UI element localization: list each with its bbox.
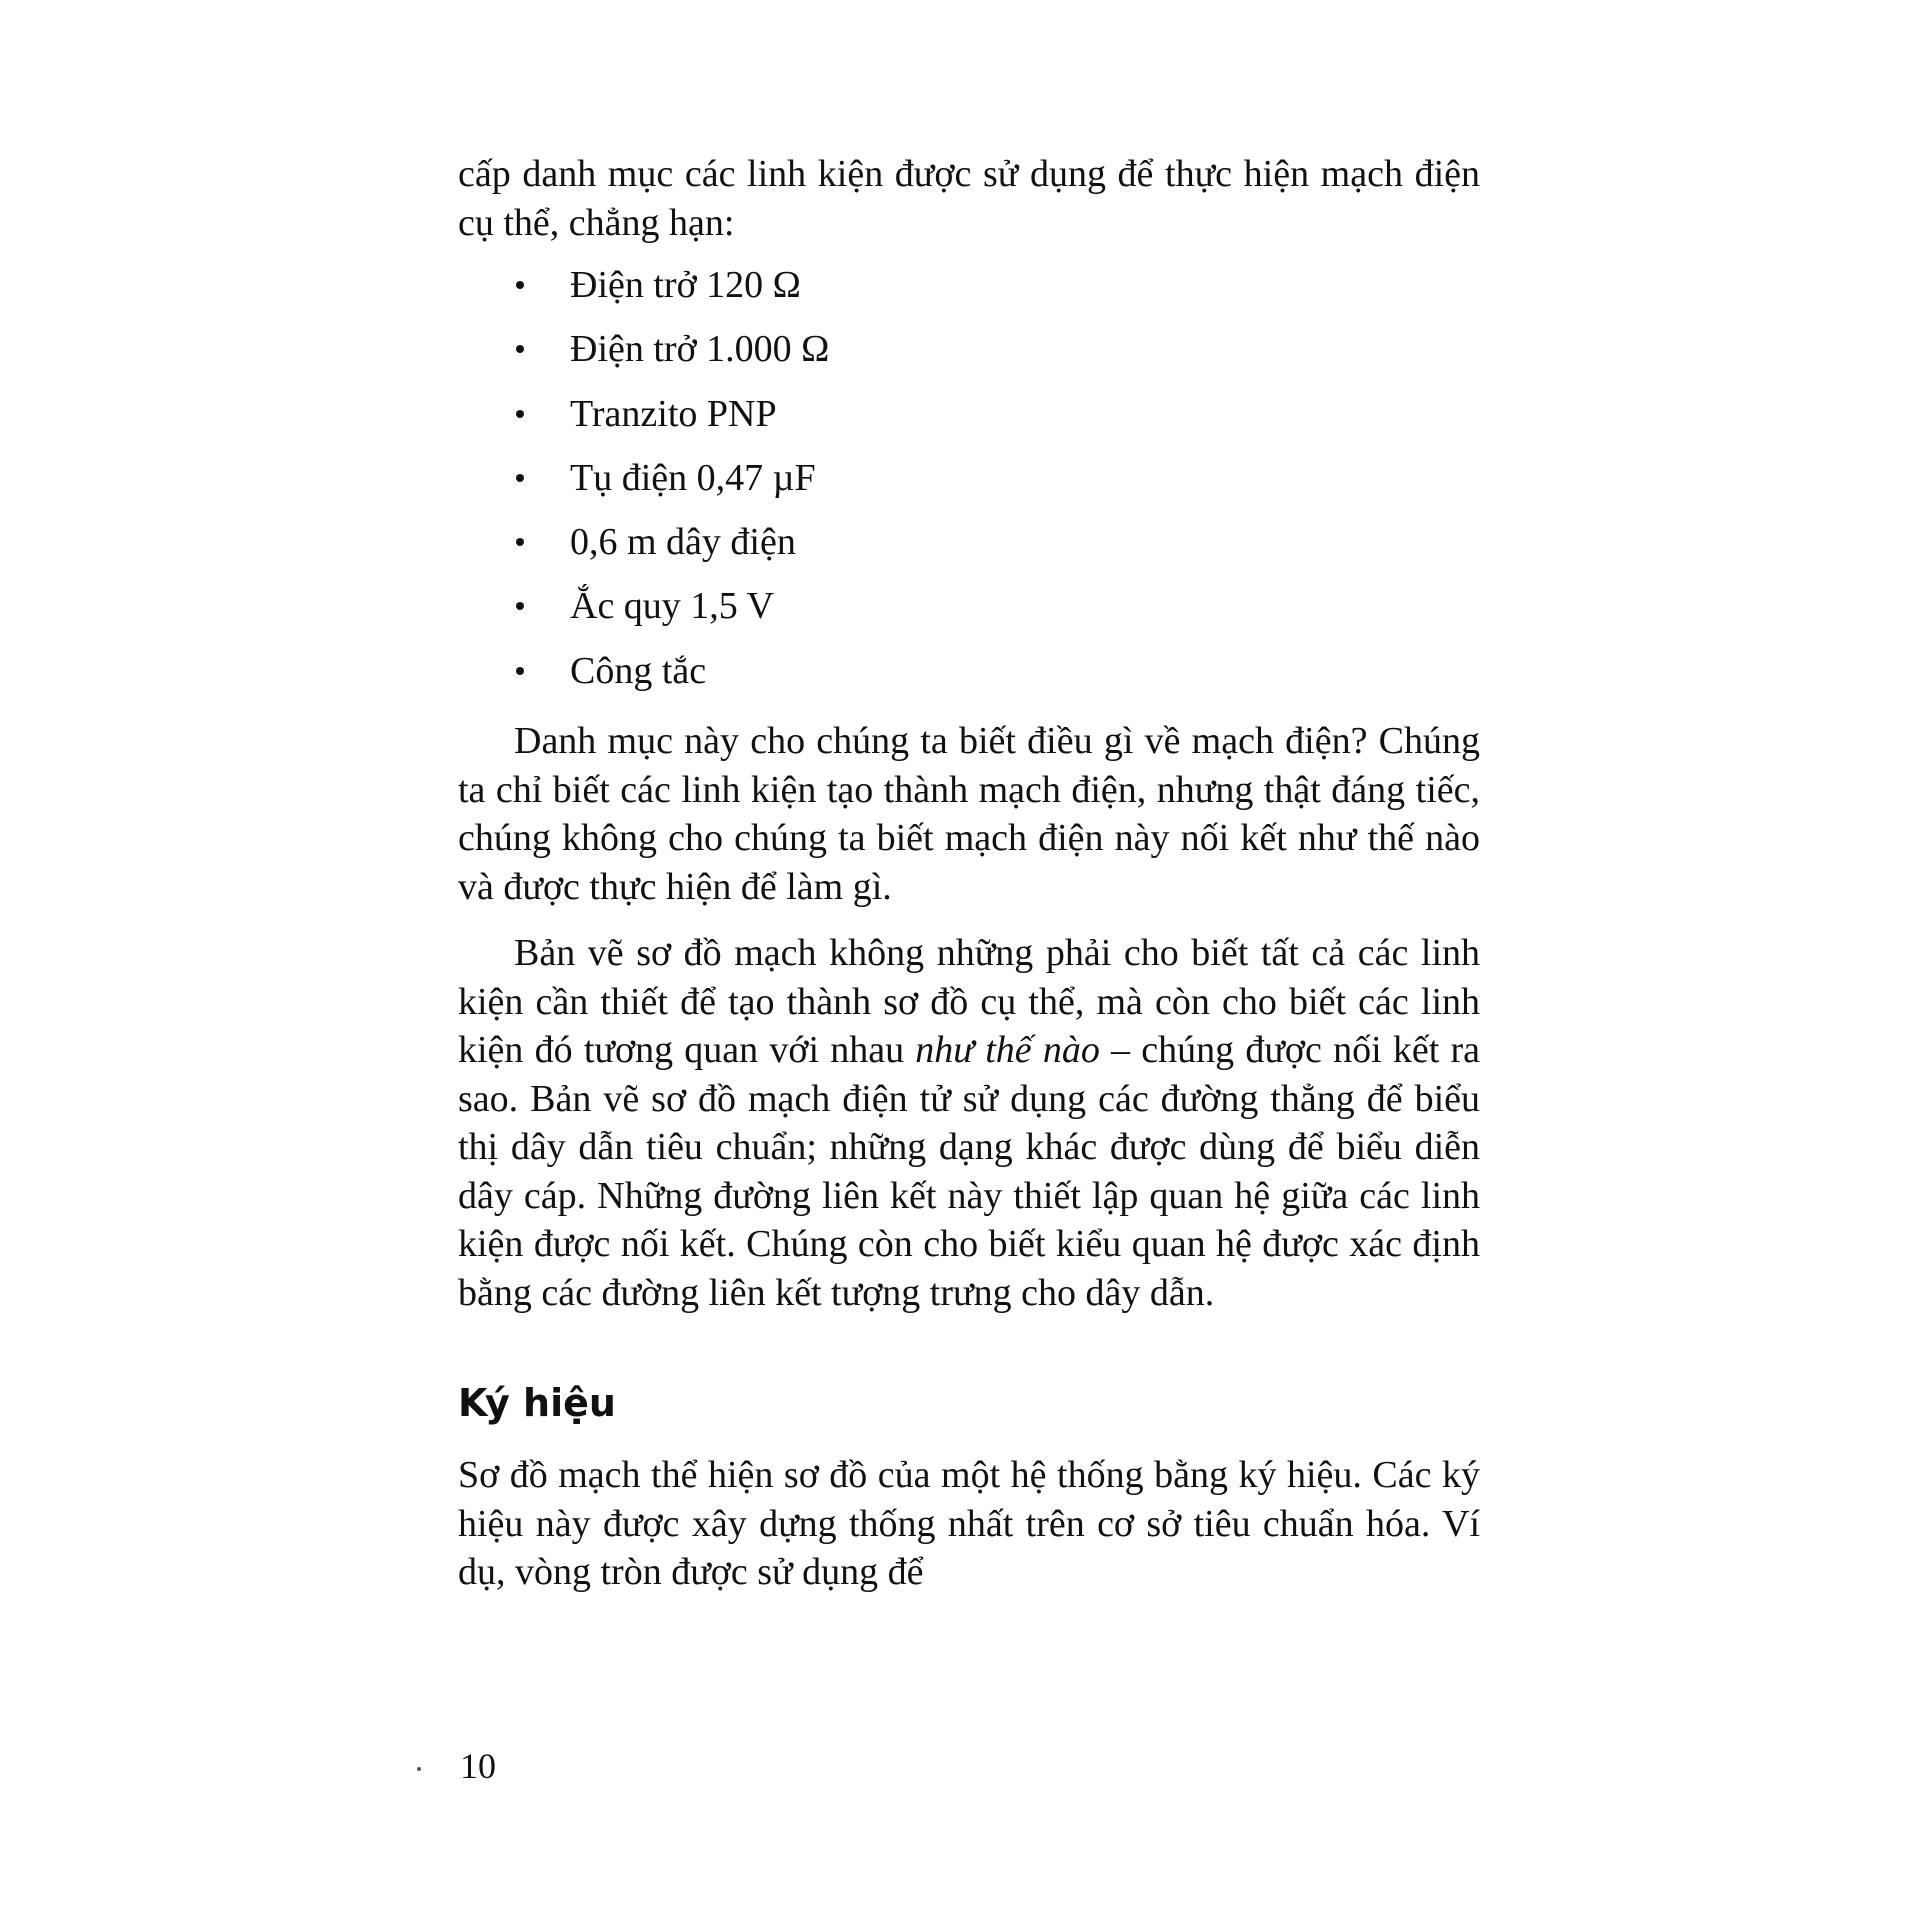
intro-paragraph: cấp danh mục các linh kiện được sử dụng để thực hiện mạch điện cụ thể, chẳng hạn:: [458, 153, 1480, 244]
list-item: [458, 325, 1480, 389]
page-content: [458, 150, 1480, 1597]
list-item: [458, 261, 1480, 325]
component-list: [458, 261, 1480, 711]
list-item: [458, 390, 1480, 454]
bullet-icon: [516, 410, 524, 418]
body-paragraph-list-meaning: Danh mục này cho chúng ta biết điều gì về mạch điện? Chúng ta chỉ biết các linh kiện tạo thành mạch điện, nhưng thật đáng tiếc, chúng không cho chúng ta biết mạch điện này nối kết như thế nào và được thực hiện để làm gì.: [458, 720, 1480, 908]
list-item-text: Điện trở 1.000 Ω: [570, 328, 830, 371]
page-number: 10: [460, 1746, 496, 1786]
scan-speck: [417, 1767, 421, 1771]
italic-emphasis: như thế nào: [915, 1029, 1100, 1072]
bullet-icon: [516, 345, 524, 353]
text-span: – chúng được nối kết ra sao. Bản vẽ sơ đồ mạch điện tử sử dụng các đường thẳng để biểu thị dây dẫn tiêu chuẩn; những dạng khác được dùng để biểu diễn dây cáp. Những đường liên kết này thiết lập quan hệ giữa các linh kiện được nối kết. Chúng còn cho biết kiểu quan hệ được xác định bằng các đường liên kết tượng trưng cho dây dẫn.: [458, 1029, 1480, 1314]
list-item-text: Ắc quy 1,5 V: [570, 585, 775, 628]
bullet-icon: [516, 281, 524, 289]
list-item-text: 0,6 m dây điện: [570, 521, 796, 564]
bullet-icon: [516, 474, 524, 482]
list-item-text: Tụ điện 0,47 µF: [570, 456, 816, 499]
body-paragraph-schematic: [458, 929, 1480, 1317]
body-paragraph-symbols: Sơ đồ mạch thể hiện sơ đồ của một hệ thống bằng ký hiệu. Các ký hiệu này được xây dựng thống nhất trên cơ sở tiêu chuẩn hóa. Ví dụ, vòng tròn được sử dụng để: [458, 1454, 1480, 1594]
list-item-text: Điện trở 120 Ω: [570, 264, 801, 306]
list-item: [458, 582, 1480, 646]
list-item-text: Tranzito PNP: [570, 392, 777, 435]
section-heading: Ký hiệu: [458, 1381, 616, 1426]
text-span: Bản vẽ sơ đồ mạch không những phải cho biết tất cả các linh kiện cần thiết để tạo thành sơ đồ cụ thể, mà còn cho biết các linh kiện đó tương quan với nhau: [458, 932, 1480, 1072]
bullet-icon: [516, 602, 524, 610]
list-item: [458, 454, 1480, 518]
list-item: [458, 518, 1480, 582]
list-item-text: Công tắc: [570, 649, 707, 692]
list-item: [458, 647, 1480, 711]
bullet-icon: [516, 667, 524, 675]
bullet-icon: [516, 538, 524, 546]
